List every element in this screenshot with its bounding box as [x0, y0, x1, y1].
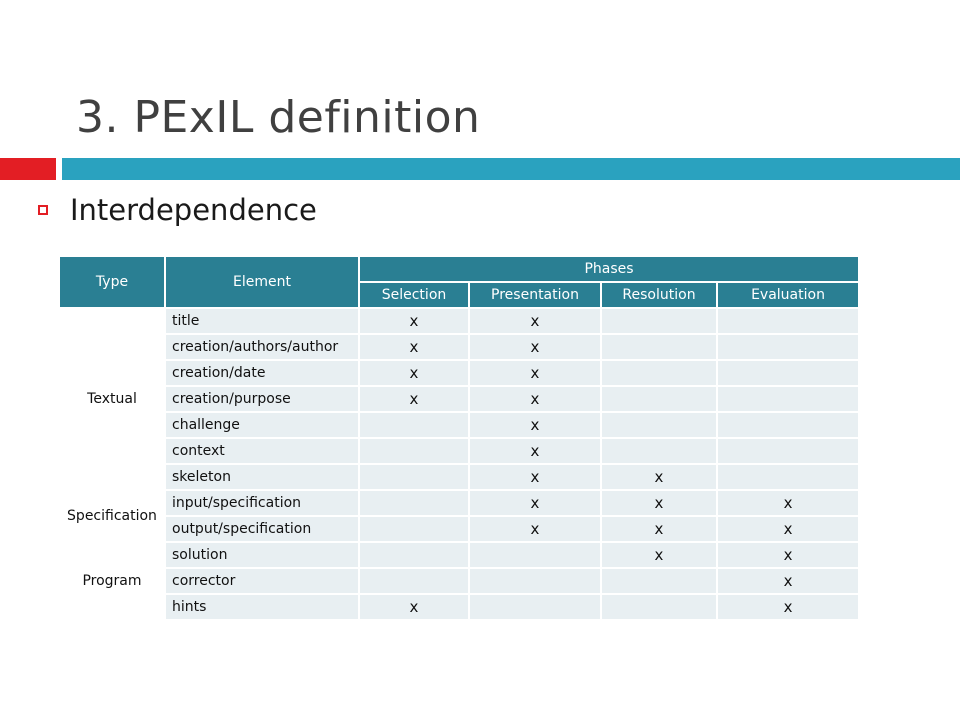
- table-row: [59, 334, 859, 360]
- phase-mark-cell: [601, 386, 717, 412]
- header-evaluation: Evaluation: [717, 282, 859, 308]
- table-row: [59, 516, 859, 542]
- element-cell: creation/authors/author: [165, 334, 359, 360]
- element-cell: skeleton: [165, 464, 359, 490]
- type-cell: Textual: [59, 308, 165, 490]
- phase-mark-cell: x: [717, 490, 859, 516]
- table-row: [59, 490, 859, 516]
- phase-mark-cell: [359, 568, 469, 594]
- phase-mark-cell: [717, 438, 859, 464]
- title-accent-teal-bar: [62, 158, 960, 180]
- title-accent-red-bar: [0, 158, 56, 180]
- element-cell: corrector: [165, 568, 359, 594]
- phase-mark-cell: [601, 568, 717, 594]
- table-row: [59, 438, 859, 464]
- element-cell: input/specification: [165, 490, 359, 516]
- phase-mark-cell: [469, 542, 601, 568]
- phase-mark-cell: x: [469, 464, 601, 490]
- type-cell: Program: [59, 542, 165, 620]
- slide-title: 3. PExIL definition: [76, 92, 481, 143]
- element-cell: challenge: [165, 412, 359, 438]
- phase-mark-cell: [359, 412, 469, 438]
- type-cell: Specification: [59, 490, 165, 542]
- table-row: [59, 568, 859, 594]
- phase-mark-cell: x: [717, 568, 859, 594]
- table-row: [59, 464, 859, 490]
- phase-mark-cell: x: [601, 464, 717, 490]
- phase-mark-cell: [717, 360, 859, 386]
- phase-mark-cell: [601, 360, 717, 386]
- header-resolution: Resolution: [601, 282, 717, 308]
- element-cell: hints: [165, 594, 359, 620]
- phase-mark-cell: x: [601, 516, 717, 542]
- phase-mark-cell: [717, 386, 859, 412]
- phase-mark-cell: x: [469, 438, 601, 464]
- phase-mark-cell: [601, 594, 717, 620]
- header-element: Element: [165, 256, 359, 308]
- table-row: [59, 308, 859, 334]
- phase-mark-cell: x: [469, 334, 601, 360]
- phase-mark-cell: [359, 438, 469, 464]
- phase-mark-cell: x: [601, 490, 717, 516]
- phase-mark-cell: x: [469, 308, 601, 334]
- phase-mark-cell: x: [359, 594, 469, 620]
- table-body: [59, 308, 859, 620]
- phase-mark-cell: x: [359, 308, 469, 334]
- interdependence-table: [58, 255, 860, 621]
- square-bullet-icon: [38, 205, 48, 215]
- phase-mark-cell: x: [359, 386, 469, 412]
- table-row: [59, 542, 859, 568]
- header-type: Type: [59, 256, 165, 308]
- table-header-row: [59, 256, 859, 282]
- element-cell: creation/purpose: [165, 386, 359, 412]
- phase-mark-cell: [359, 464, 469, 490]
- phase-mark-cell: [359, 516, 469, 542]
- table-row: [59, 386, 859, 412]
- phase-mark-cell: x: [359, 334, 469, 360]
- phase-mark-cell: [469, 594, 601, 620]
- phase-mark-cell: [717, 308, 859, 334]
- phase-mark-cell: x: [717, 542, 859, 568]
- table-row: [59, 412, 859, 438]
- phase-mark-cell: x: [469, 360, 601, 386]
- phase-mark-cell: [469, 568, 601, 594]
- element-cell: output/specification: [165, 516, 359, 542]
- phase-mark-cell: x: [359, 360, 469, 386]
- phase-mark-cell: x: [469, 412, 601, 438]
- header-phases: Phases: [359, 256, 859, 282]
- element-cell: creation/date: [165, 360, 359, 386]
- table-row: [59, 360, 859, 386]
- phase-mark-cell: x: [601, 542, 717, 568]
- element-cell: context: [165, 438, 359, 464]
- phase-mark-cell: [359, 490, 469, 516]
- phase-mark-cell: x: [717, 516, 859, 542]
- phase-mark-cell: [601, 438, 717, 464]
- phase-mark-cell: [359, 542, 469, 568]
- phase-mark-cell: [601, 334, 717, 360]
- phase-mark-cell: x: [469, 490, 601, 516]
- phase-mark-cell: x: [717, 594, 859, 620]
- element-cell: solution: [165, 542, 359, 568]
- header-selection: Selection: [359, 282, 469, 308]
- bullet-item: [38, 193, 317, 227]
- phase-mark-cell: [601, 308, 717, 334]
- phase-mark-cell: x: [469, 386, 601, 412]
- bullet-text: Interdependence: [70, 193, 317, 227]
- phase-mark-cell: [717, 334, 859, 360]
- phase-mark-cell: [601, 412, 717, 438]
- table-row: [59, 594, 859, 620]
- header-presentation: Presentation: [469, 282, 601, 308]
- element-cell: title: [165, 308, 359, 334]
- phase-mark-cell: x: [469, 516, 601, 542]
- phase-mark-cell: [717, 412, 859, 438]
- phase-mark-cell: [717, 464, 859, 490]
